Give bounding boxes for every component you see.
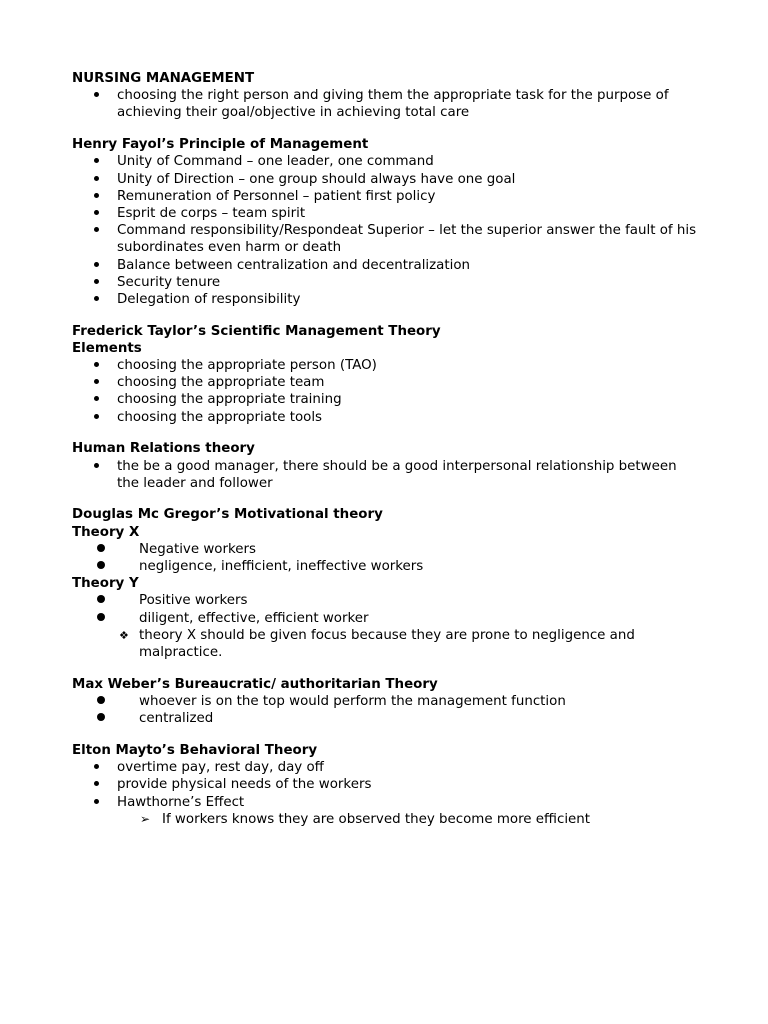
- bullet-list: [72, 458, 702, 492]
- bullet-icon: [94, 205, 114, 222]
- list-item: Unity of Direction – one group should always have one goal: [72, 171, 702, 188]
- bullet-icon: [97, 541, 117, 558]
- bullet-icon: [94, 776, 114, 793]
- bullet-icon: [94, 291, 114, 308]
- bullet-icon: [94, 222, 114, 239]
- bullet-icon: [94, 357, 114, 374]
- section-weber: [72, 676, 702, 728]
- list-item: ➢ If workers knows they are observed they become more efficient: [140, 811, 591, 827]
- bullet-icon: [94, 391, 114, 408]
- bullet-icon: [94, 153, 114, 170]
- bullet-icon: [97, 592, 117, 609]
- bullet-list: [72, 541, 702, 575]
- section-nursing-management: [72, 70, 702, 122]
- section-heading: Henry Fayol’s Principle of Management: [72, 137, 369, 153]
- section-human-relations: [72, 440, 702, 492]
- list-item: Security tenure: [72, 274, 702, 291]
- list-item: Command responsibility/Respondeat Superior – let the superior answer the fault of his subordinates even harm or death: [72, 222, 702, 256]
- section-heading: Frederick Taylor’s Scientific Management Theory: [72, 323, 441, 339]
- bullet-icon: [94, 274, 114, 291]
- bullet-list: [72, 357, 702, 426]
- bullet-icon: [94, 458, 114, 475]
- diamond-bullet-icon: ❖: [119, 628, 129, 642]
- document-body: [72, 70, 702, 842]
- list-item: Positive workers: [72, 592, 702, 609]
- bullet-icon: [94, 257, 114, 274]
- bullet-list: [72, 592, 702, 661]
- list-item: ❖ theory X should be given focus because they are prone to negligence and malpractice.: [119, 627, 635, 661]
- bullet-list: [72, 87, 702, 121]
- bullet-list: [72, 693, 702, 727]
- section-mcgregor: [72, 506, 702, 661]
- section-heading: NURSING MANAGEMENT: [72, 71, 255, 86]
- section-mayo: [72, 742, 702, 828]
- list-item: negligence, inefficient, ineffective workers: [72, 558, 702, 575]
- theory-y-label: Theory Y: [72, 576, 139, 592]
- list-item: choosing the appropriate tools: [72, 409, 702, 426]
- bullet-icon: [97, 610, 117, 627]
- arrow-bullet-icon: ➢: [140, 811, 151, 826]
- list-item: diligent, effective, efficient worker: [72, 610, 702, 627]
- list-item: Balance between centralization and decentralization: [72, 257, 702, 274]
- bullet-icon: [94, 188, 114, 205]
- list-item: Delegation of responsibility: [72, 291, 702, 308]
- section-taylor: [72, 323, 702, 426]
- bullet-icon: [94, 409, 114, 426]
- section-fayol: [72, 136, 702, 308]
- list-item: Negative workers: [72, 541, 702, 558]
- list-item: choosing the appropriate team: [72, 374, 702, 391]
- theory-x-label: Theory X: [72, 524, 140, 540]
- list-item: choosing the right person and giving them the appropriate task for the purpose of achieving their goal/objective in achieving total care: [72, 87, 702, 121]
- bullet-icon: [94, 171, 114, 188]
- bullet-icon: [94, 794, 114, 811]
- bullet-list: [72, 153, 702, 308]
- bullet-icon: [94, 374, 114, 391]
- list-item: Remuneration of Personnel – patient first policy: [72, 188, 702, 205]
- list-item: the be a good manager, there should be a good interpersonal relationship between the leader and follower: [72, 458, 702, 492]
- bullet-icon: [97, 710, 117, 727]
- list-item: Unity of Command – one leader, one command: [72, 153, 702, 170]
- bullet-icon: [94, 87, 114, 104]
- list-item: whoever is on the top would perform the management function: [72, 693, 702, 710]
- section-heading: Elton Mayto’s Behavioral Theory: [72, 742, 318, 758]
- list-item: Esprit de corps – team spirit: [72, 205, 702, 222]
- list-item: provide physical needs of the workers: [72, 776, 702, 793]
- list-item: overtime pay, rest day, day off: [72, 759, 702, 776]
- section-heading: Human Relations theory: [72, 441, 255, 457]
- bullet-icon: [97, 693, 117, 710]
- list-item: centralized: [72, 710, 702, 727]
- section-heading: Douglas Mc Gregor’s Motivational theory: [72, 507, 383, 523]
- bullet-icon: [94, 759, 114, 776]
- list-item: choosing the appropriate person (TAO): [72, 357, 702, 374]
- list-item: Hawthorne’s Effect: [72, 794, 702, 811]
- bullet-list: [72, 759, 702, 828]
- section-heading: Max Weber’s Bureaucratic/ authoritarian Theory: [72, 676, 438, 692]
- section-subheading: Elements: [72, 340, 142, 356]
- list-item: choosing the appropriate training: [72, 391, 702, 408]
- bullet-icon: [97, 558, 117, 575]
